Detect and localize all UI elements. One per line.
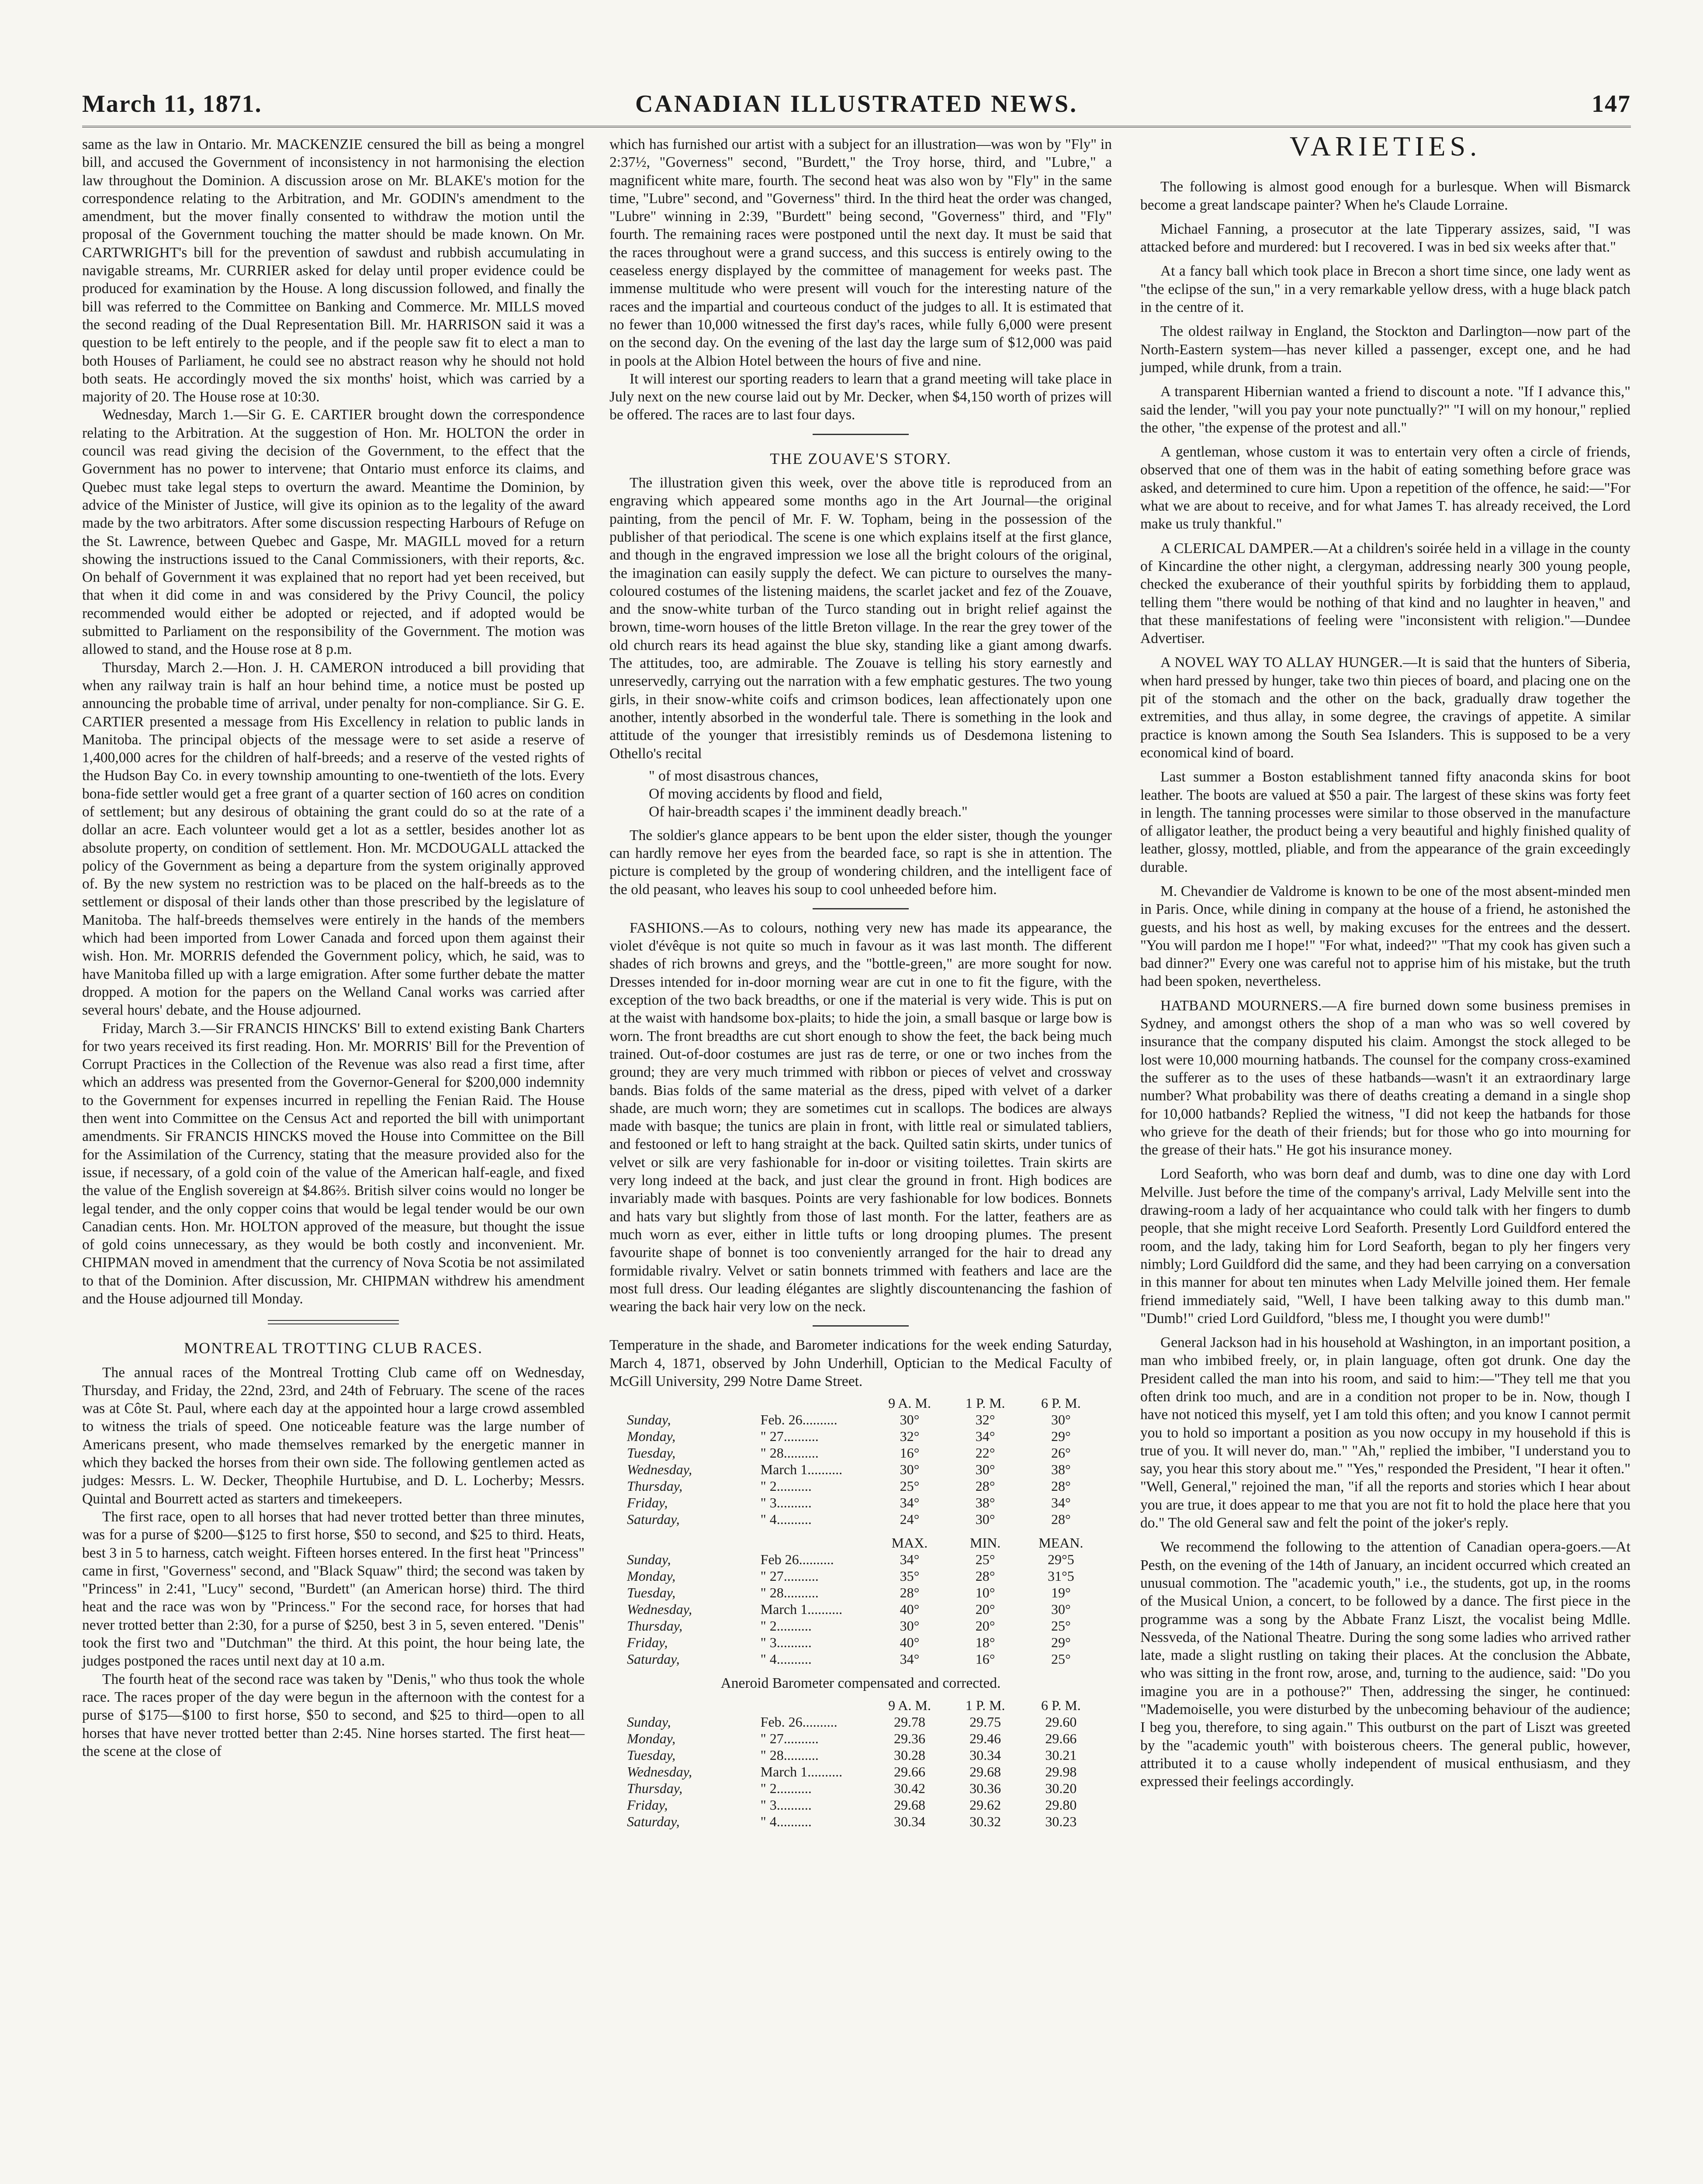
value-cell: 30.36	[969, 1780, 1001, 1796]
table-header-row	[627, 1395, 1099, 1411]
day-cell: Wednesday,	[627, 1763, 692, 1780]
date-cell: " 4..........	[760, 1511, 812, 1527]
day-cell: Wednesday,	[627, 1462, 692, 1478]
date-cell: " 2..........	[760, 1618, 812, 1634]
header-cell: MEAN.	[1038, 1535, 1083, 1551]
paragraph: Wednesday, March 1.—Sir G. E. CARTIER brought down the correspondence relating to the Arbitration. At the suggestion of Hon. Mr. HOLTON the order in council was read giving the decision of the Government, to the effect that the Government has no power to intervene; that Ontario must enforce its claims, and Quebec must take legal steps to overturn the award. Meantime the Dominion, by advice of the Minister of Justice, will give its opinion as to the legality of the award made by the two arbitrators. After some discussion respecting Harbours of Refuge on the St. Lawrence, between Quebec and Gaspe, Mr. MAGILL moved for a return showing the instructions issued to the Canal Commissioners, with their reports, &c. On behalf of Government it was explained that no report had yet been received, but that when it did come in and was considered by the Privy Council, the policy recommended would either be adopted or rejected, and if adopted would be submitted to Parliament on the responsibility of the Government. The motion was allowed to stand, and the House rose at 8 p.m.	[82, 407, 585, 658]
date-cell: " 2..........	[760, 1478, 812, 1494]
value-cell: 30°	[900, 1618, 920, 1634]
table-row	[627, 1428, 1099, 1444]
date-cell: " 28..........	[760, 1445, 819, 1461]
value-cell: 38°	[975, 1495, 995, 1511]
value-cell: 29.75	[969, 1714, 1001, 1730]
value-cell: 29.62	[969, 1797, 1001, 1813]
value-cell: 18°	[975, 1635, 995, 1651]
table-row	[627, 1813, 1099, 1830]
date-cell: " 4..........	[760, 1651, 812, 1667]
value-cell: 29.80	[1045, 1797, 1077, 1813]
header-cell	[627, 1697, 761, 1714]
value-cell: 29.78	[893, 1714, 925, 1730]
date-cell: March 1..........	[760, 1601, 843, 1617]
section-divider	[813, 434, 909, 435]
value-cell: 34°	[1051, 1495, 1071, 1511]
issue-date: March 11, 1871.	[82, 90, 262, 117]
table-row	[627, 1444, 1099, 1461]
paragraph: which has furnished our artist with a subject for an illustration—was won by "Fly" in 2:37½, "Governess" second, "Burdett," the Troy horse, third, and "Lubre," a magnificent white mare, fourth. The second heat was also won by "Fly" in the same time, "Lubre" second, and "Governess" third. In the third heat the order was changed, "Lubre" winning in 2:39, "Burdett" being second, "Governess" third, and "Fly" fourth. The remaining races were postponed until the next day. It must be said that the races throughout were a grand success, and this success is entirely owing to the ceaseless energy displayed by the committee of management for weeks past. The immense multitude who were present will vouch for the interesting nature of the races and the impartial and courteous conduct of the judges to all. It is estimated that no fewer than 10,000 witnessed the first day's races, while fully 6,000 were present on the second day. On the evening of the last day the large sum of $12,000 was paid in pools at the Albion Hotel between the hours of five and nine.	[609, 136, 1112, 369]
value-cell: 10°	[975, 1585, 995, 1601]
value-cell: 25°	[900, 1478, 920, 1494]
day-cell: Saturday,	[627, 1651, 680, 1667]
table-row	[627, 1601, 1099, 1617]
date-cell: " 4..........	[760, 1813, 812, 1829]
value-cell: 30°	[900, 1412, 920, 1428]
day-cell: Friday,	[627, 1495, 668, 1511]
value-cell: 35°	[900, 1568, 920, 1584]
paragraph: same as the law in Ontario. Mr. MACKENZIE censured the bill as being a mongrel bill, and accused the Government of inconsistency in not harmonising the election law throughout the Dominion. A discussion arose on Mr. BLAKE's motion for the correspondence relating to the Arbitration, and Mr. GODIN's amendment to the amendment, but the mover finally consented to withdraw the motion until the proposal of the Government touching the matter should be made known. On Mr. CARTWRIGHT's bill for the prevention of sawdust and rubbish accumulating in navigable streams, Mr. CURRIER asked for delay until proper evidence could be produced for examination by the House. A long discussion followed, and finally the bill was referred to the Committee on Banking and Commerce. Mr. MILLS moved the second reading of the Dual Representation Bill. Mr. HARRISON said it was a question to be left entirely to the people, and if the people saw fit to elect a man to both Houses of Parliament, he could see no abstract reason why he should not hold both seats. He accordingly moved the six months' hoist, which was carried by a majority of 20. The House rose at 10:30.	[82, 136, 585, 405]
header-cell: MAX.	[891, 1535, 928, 1551]
value-cell: 30°	[1051, 1412, 1071, 1428]
barometer-table	[627, 1697, 1099, 1830]
table-row	[627, 1780, 1099, 1797]
day-cell: Thursday,	[627, 1780, 683, 1796]
header-cell: 9 A. M.	[888, 1697, 931, 1713]
value-cell: 29°	[1051, 1428, 1071, 1444]
value-cell: 34°	[900, 1495, 920, 1511]
paragraph: M. Chevandier de Valdrome is known to be one of the most absent-minded men in Paris. Once, while dining in company at the house of a friend, he astonished the guests, and his host as well, by making excuses for the entrees and the dessert. "You will pardon me I hope!" "For what, indeed?" "That my cook has given such a bad dinner?" Every one was careful not to apprise him of his mistake, but the truth had been spoken, nevertheless.	[1140, 883, 1630, 990]
paragraph: The fourth heat of the second race was taken by "Denis," who thus took the whole race. The races proper of the day were begun in the afternoon with the contest for a purse of $175—$100 to first horse, $50 to second, and $25 to third—open to all horses that have never trotted better than 2:45. Nine horses started. The first heat—the scene at the close of	[82, 1671, 585, 1759]
paragraph: Michael Fanning, a prosecutor at the late Tipperary assizes, said, "I was attacked before and murdered: but I recovered. I was in bed six weeks after that."	[1140, 221, 1630, 256]
day-cell: Sunday,	[627, 1412, 671, 1428]
value-cell: 30.23	[1045, 1813, 1077, 1829]
value-cell: 25°	[1051, 1651, 1071, 1667]
value-cell: 30.34	[969, 1747, 1001, 1763]
day-cell: Tuesday,	[627, 1747, 676, 1763]
verse-line: Of hair-breadth scapes i' the imminent deadly breach."	[649, 804, 968, 820]
value-cell: 29.68	[969, 1763, 1001, 1780]
table-row	[627, 1411, 1099, 1428]
day-cell: Thursday,	[627, 1618, 683, 1634]
verse-quote	[649, 767, 1112, 821]
date-cell: " 28..........	[760, 1747, 819, 1763]
table-row	[627, 1478, 1099, 1494]
header-cell: 6 P. M.	[1041, 1395, 1081, 1411]
value-cell: 30.34	[893, 1813, 925, 1829]
value-cell: 19°	[1051, 1585, 1071, 1601]
paragraph: The oldest railway in England, the Stockton and Darlington—now part of the North-Eastern system—has never killed a passenger, except one, and he had jumped, while drunk, from a train.	[1140, 323, 1630, 376]
table-row	[627, 1551, 1099, 1568]
paragraph: Lord Seaforth, who was born deaf and dumb, was to dine one day with Lord Melville. Just before the time of the company's arrival, Lady Melville sent into the drawing-room a lady of her acquaintance who could talk with her fingers to dumb people, that she might receive Lord Seaforth. Presently Lord Guildford entered the room, and the lady, taking him for Lord Seaforth, began to ply her fingers very nimbly; Lord Guildford did the same, and they had been carrying on a conversation in this manner for about ten minutes when Lady Melville joined them. Her female friend immediately said, "Well, I have been talking away to this dumb man." "Dumb!" cried Lord Guildford, "bless me, I thought you were dumb!"	[1140, 1166, 1630, 1327]
value-cell: 20°	[975, 1601, 995, 1617]
table-row	[627, 1494, 1099, 1511]
paragraph: The first race, open to all horses that had never trotted better than three minutes, was for a purse of $200—$125 to first horse, $50 to second, and $25 to third. Heats, best 3 in 5 to harness, catch weight. Fifteen horses entered. In the first heat "Princess" came in first, "Governess" second, and "Black Squaw" third; the second was taken by "Princess" in 2:41, "Lucy" second, "Burdett" (an American horse) third. The third heat and the race was won by "Princess." For the second race, for horses that had never trotted better than 2:30, for a purse of $250, best 3 in 5, seven entered. "Denis" took the first two and "Dutchman" the third. At this point, the hour being late, the judges postponed the races until next day at 10 a.m.	[82, 1508, 585, 1669]
value-cell: 20°	[975, 1618, 995, 1634]
header-cell	[761, 1697, 872, 1714]
paragraph: Thursday, March 2.—Hon. J. H. CAMERON introduced a bill providing that when any railway train is half an hour behind time, a notice must be posted up announcing the probable time of arrival, under penalty for non-compliance. Sir G. E. CARTIER presented a message from His Excellency in relation to public lands in Manitoba. The principal objects of the message were to set aside a reserve of 1,400,000 acres for the children of half-breeds; and a reserve of the vested rights of the Hudson Bay Co. in every township amounting to one-twentieth of the lots. Every bona-fide settler would get a free grant of a quarter section of 160 acres on condition of settlement; but any desirous of obtaining the grant could do so at the rate of a dollar an acre. Each volunteer would get a lot as a settler, besides another lot as absolute property, on condition of settlement. Hon. Mr. MCDOUGALL attacked the policy of the Government as being a departure from the system originally approved of. By the new system no restriction was to be placed on the half-breeds as to the settlement or disposal of their lands other than those prescribed by the legislature of Manitoba. The half-breeds themselves were entirely in the hands of the members which had been imported from Lower Canada and forced upon them against their wish. Hon. Mr. MORRIS defended the Government policy, which, he said, was to have Manitoba filled up with a large emigration. After some further debate the matter dropped. A motion for the papers on the Welland Canal works was carried after several hours' debate, and the House adjourned.	[82, 659, 585, 1019]
value-cell: 29°5	[1047, 1552, 1074, 1568]
table-row	[627, 1461, 1099, 1478]
temperature-table	[627, 1395, 1099, 1527]
value-cell: 29°	[1051, 1635, 1071, 1651]
date-cell: " 2..........	[760, 1780, 812, 1796]
date-cell: " 3..........	[760, 1635, 812, 1651]
table-header-row	[627, 1697, 1099, 1714]
section-heading: MONTREAL TROTTING CLUB RACES.	[183, 1339, 483, 1357]
column-1	[82, 135, 585, 1760]
paragraph: FASHIONS.—As to colours, nothing very new has made its appearance, the violet d'évêque is not quite so much in favour as it was last month. The different shades of rich browns and greys, and the "bottle-green," are more sought for now. Dresses intended for in-door morning wear are cut in one to fit the figure, with the exception of the two back breadths, or one if the material is very wide. This is put on at the waist with handsome box-plaits; to hide the join, a small basque or large bow is worn. The front breadths are cut short enough to show the feet, the back being much trained. Out-of-door costumes are just ras de terre, or one or two inches from the ground; they are very much trimmed with ribbon or pieces of velvet and crossway bands. Bias folds of the same material as the dress, piped with velvet of a darker shade, are much worn; they are sometimes cut in scallops. The bodices are always made with basque; the tunics are plain in front, with little real or simulated tabliers, and festooned or left to hang straight at the back. Quilted satin skirts, under tunics of velvet or silk are very fashionable for in-door or visiting toilettes. Train skirts are very long indeed at the back, and just clear the ground in front. High bodices are invariably made with basques. Points are very fashionable for low bodices. Bonnets and hats vary but slightly from those of last month. For the latter, feathers are as much worn as ever, either in little tufts or long drooping plumes. The present favourite shape of bonnet is too conveniently arranged for the hair to dread any formidable rivalry. Velvet or satin bonnets trimmed with feathers and lace are the most full dress. Our leading élégantes are slightly discountenancing the fashion of wearing the back hair very low on the neck.	[609, 919, 1112, 1315]
day-cell: Sunday,	[627, 1552, 671, 1568]
day-cell: Sunday,	[627, 1714, 671, 1730]
paragraph: Friday, March 3.—Sir FRANCIS HINCKS' Bill to extend existing Bank Charters for two years received its first reading. Hon. Mr. MORRIS' Bill for the Prevention of Corrupt Practices in the Collection of the Revenue was also read a first time, after which an address was presented from the Governor-General for $200,000 indemnity to the Government for expenses incurred in repelling the Fenian Raid. The House then went into Committee on the Census Act and reported the bill with unimportant amendments. Sir FRANCIS HINCKS moved the House into Committee on the Bill for the Assimilation of the Currency, stating that the measure provided also for the issue, if necessary, of a gold coin of the value of the American half-eagle, and fixed the value of the English sovereign at $4.86⅔. British silver coins would no longer be legal tender, and the only copper coins that would be legal tender would be our own Canadian cents. Hon. Mr. HOLTON approved of the measure, but thought the issue of gold coins unnecessary, as they would be both costly and inconvenient. Mr. CHIPMAN moved in amendment that the currency of Nova Scotia be not assimilated to that of the Dominion. After discussion, Mr. CHIPMAN withdrew his amendment and the House adjourned till Monday.	[82, 1020, 585, 1307]
header-rule	[82, 126, 1631, 128]
table-row	[627, 1568, 1099, 1584]
date-cell: March 1..........	[760, 1763, 843, 1780]
date-cell: " 27..........	[760, 1428, 819, 1444]
value-cell: 30.42	[893, 1780, 925, 1796]
value-cell: 29.66	[893, 1763, 925, 1780]
value-cell: 34°	[900, 1552, 920, 1568]
date-cell: March 1..........	[760, 1462, 843, 1478]
value-cell: 26°	[1051, 1445, 1071, 1461]
value-cell: 28°	[900, 1585, 920, 1601]
paragraph: Last summer a Boston establishment tanned fifty anaconda skins for boot leather. The boots are valued at $50 a pair. The largest of these skins was forty feet in length. The tanning processes were similar to those observed in the manufacture of alligator leather, the product being a very beautiful and highly finished quality of leather, glossy, mottled, pliable, and from the appearance of the grain exceedingly durable.	[1140, 769, 1630, 875]
header-cell	[761, 1534, 872, 1551]
value-cell: 30.32	[969, 1813, 1001, 1829]
value-cell: 29.98	[1045, 1763, 1077, 1780]
value-cell: 25°	[1051, 1618, 1071, 1634]
value-cell: 32°	[900, 1428, 920, 1444]
date-cell: " 27..........	[760, 1730, 819, 1746]
date-cell: Feb. 26..........	[760, 1714, 838, 1730]
masthead-title: CANADIAN ILLUSTRATED NEWS.	[635, 90, 1078, 117]
verse-line: Of moving accidents by flood and field,	[649, 786, 883, 802]
section-heading: VARIETIES.	[1289, 131, 1481, 162]
header-cell: MIN.	[970, 1535, 1001, 1551]
value-cell: 38°	[1051, 1462, 1071, 1478]
page-header	[82, 90, 1631, 121]
day-cell: Saturday,	[627, 1511, 680, 1527]
date-cell: " 28..........	[760, 1585, 819, 1601]
date-cell: " 3..........	[760, 1495, 812, 1511]
day-cell: Friday,	[627, 1797, 668, 1813]
date-cell: " 27..........	[760, 1568, 819, 1584]
table-row	[627, 1651, 1099, 1667]
value-cell: 28°	[975, 1568, 995, 1584]
paragraph: It will interest our sporting readers to learn that a grand meeting will take place in July next on the new course laid out by Mr. Decker, when $4,150 worth of prizes will be offered. The races are to last four days.	[609, 370, 1112, 423]
value-cell: 22°	[975, 1445, 995, 1461]
value-cell: 30.28	[893, 1747, 925, 1763]
paragraph: We recommend the following to the attention of Canadian opera-goers.—At Pesth, on the evening of the 14th of January, an incident occurred which created an unusual commotion. The "academic youth," i.e., the students, got up, in the rooms of the Musical Union, a concert, to be followed by a dance. The first piece in the programme was a song by the Abbate Franz Liszt, the vocalist being Mdlle. Nessveda, of the National Theatre. During the song some ladies who arrived rather late, made a slight rustling on taking their places. At the conclusion the Abbate, who was sitting in the front row, arose, and, turning to the audience, said: "Do you imagine you are in a pothouse?" Then, addressing the singer, he continued: "Mademoiselle, you were disturbed by the unbecoming behaviour of the audience; I beg you, therefore, to sing again." This outburst on the part of Liszt was greeted by the "academic youth" with boisterous cheers. The general public, however, attributed it to a cause wholly independent of musical enthusiasm, and they expressed their feelings accordingly.	[1140, 1539, 1630, 1790]
value-cell: 29.36	[893, 1730, 925, 1746]
value-cell: 30°	[975, 1511, 995, 1527]
paragraph: HATBAND MOURNERS.—A fire burned down some business premises in Sydney, and amongst others the shop of a man who was so well covered by insurance that the company disputed his claim. Amongst the stock alleged to be lost were 10,000 mourning hatbands. The counsel for the company cross-examined the sufferer as to the uses of these hatbands—wasn't it an extraordinary large number? What probability was there of deaths creating a demand in a single shop for 10,000 hatbands? Replied the witness, "I did not keep the hatbands for those who grieve for the death of their friends; but for those who go into mourning for the grease of their hats." He got his insurance money.	[1140, 997, 1630, 1158]
value-cell: 40°	[900, 1601, 920, 1617]
paragraph: The following is almost good enough for a burlesque. When will Bismarck become a great landscape painter? When he's Claude Lorraine.	[1140, 179, 1630, 213]
day-cell: Monday,	[627, 1428, 676, 1444]
value-cell: 25°	[975, 1552, 995, 1568]
day-cell: Monday,	[627, 1568, 676, 1584]
table-row	[627, 1714, 1099, 1730]
day-cell: Wednesday,	[627, 1601, 692, 1617]
paragraph: At a fancy ball which took place in Brecon a short time since, one lady went as "the eclipse of the sun," in a very remarkable yellow dress, with a huge black patch in the centre of it.	[1140, 263, 1630, 316]
paragraph: A NOVEL WAY TO ALLAY HUNGER.—It is said that the hunters of Siberia, when hard pressed by hunger, take two thin pieces of board, and placing one on the pit of the stomach and the other on the back, gradually draw together the extremities, and thus allay, in some degree, the cravings of appetite. A similar practice is known among the South Sea Islanders. This is supposed to be a very economical kind of board.	[1140, 654, 1630, 761]
table-row	[627, 1797, 1099, 1813]
value-cell: 29.68	[893, 1797, 925, 1813]
paragraph: The soldier's glance appears to be bent upon the elder sister, though the younger can hardly remove her eyes from the bearded face, so rapt is she in attention. The picture is completed by the group of wondering children, and the intelligent face of the old peasant, who leaves his soup to cool unheeded before him.	[609, 827, 1112, 898]
value-cell: 28°	[1051, 1478, 1071, 1494]
day-cell: Tuesday,	[627, 1445, 676, 1461]
min-max-table	[627, 1534, 1099, 1667]
date-cell: " 3..........	[760, 1797, 812, 1813]
table-row	[627, 1634, 1099, 1651]
table-caption: Temperature in the shade, and Barometer indications for the week ending Saturday, March 4, 1871, observed by John Underhill, Optician to the Medical Faculty of McGill University, 299 Notre Dame Street.	[609, 1337, 1112, 1389]
table-row	[627, 1511, 1099, 1527]
day-cell: Monday,	[627, 1730, 676, 1746]
value-cell: 29.66	[1045, 1730, 1077, 1746]
day-cell: Friday,	[627, 1635, 668, 1651]
value-cell: 34°	[975, 1428, 995, 1444]
header-cell	[627, 1534, 761, 1551]
value-cell: 30.21	[1045, 1747, 1077, 1763]
value-cell: 28°	[975, 1478, 995, 1494]
table-row	[627, 1617, 1099, 1634]
verse-line: " of most disastrous chances,	[649, 767, 819, 784]
section-heading: THE ZOUAVE'S STORY.	[770, 449, 952, 467]
paragraph: General Jackson had in his household at Washington, in an important position, a man who imbibed freely, or, in plain language, often got drunk. One day the President called the man into his room, and said to him:—"They tell me that you often drink too much, and are in a condition not proper to be in. Now, though I have not noticed this myself, yet I am told this often; and you know I cannot permit you to hold so important a position as you now occupy in my household if this is true of you. It will never do, man." "Ah," replied the imbiber, "I understand you to say, you hear this story about me." "Yes," responded the President, "I hear it often." "Well, General," rejoined the man, "if all the reports and stories which I hear about you are true, it does appear to me that you are not fit to hold the place here that you do." The old General saw and felt the point of the joker's reply.	[1140, 1334, 1630, 1531]
header-cell: 6 P. M.	[1041, 1697, 1081, 1713]
value-cell: 28°	[1051, 1511, 1071, 1527]
section-divider	[813, 1325, 909, 1327]
paragraph: A gentleman, whose custom it was to entertain very often a circle of friends, observed that one of them was in the habit of eating something before grace was asked, and determined to cure him. Upon a repetition of the offence, he said:—"For what we are about to receive, and for what James T. has already received, the Lord make us truly thankful."	[1140, 444, 1630, 532]
value-cell: 16°	[900, 1445, 920, 1461]
value-cell: 24°	[900, 1511, 920, 1527]
value-cell: 32°	[975, 1412, 995, 1428]
value-cell: 31°5	[1047, 1568, 1074, 1584]
date-cell: Feb 26..........	[760, 1552, 834, 1568]
paragraph: A transparent Hibernian wanted a friend to discount a note. "If I advance this," said the lender, "will you pay your note punctually?" "I will on my honour," replied the other, "the expense of the protest and all."	[1140, 384, 1630, 436]
table-row	[627, 1763, 1099, 1780]
paragraph: A CLERICAL DAMPER.—At a children's soirée held in a village in the county of Kincardine the other night, a clergyman, addressing nearly 300 young people, checked the exuberance of their youthful spirits by forbidding them to applaud, telling them "there would be nothing of that kind and no laughter in heaven," and that these manifestations of feeling were "inconsistent with religion."—Dundee Advertiser.	[1140, 540, 1630, 647]
value-cell: 29.46	[969, 1730, 1001, 1746]
header-cell: 1 P. M.	[965, 1395, 1005, 1411]
header-cell: 1 P. M.	[965, 1697, 1005, 1713]
table-row	[627, 1730, 1099, 1747]
barometer-caption: Aneroid Barometer compensated and corrected.	[720, 1675, 1001, 1692]
header-cell	[627, 1395, 761, 1411]
table-row	[627, 1584, 1099, 1601]
header-cell: 9 A. M.	[888, 1395, 931, 1411]
day-cell: Saturday,	[627, 1813, 680, 1829]
value-cell: 34°	[900, 1651, 920, 1667]
value-cell: 30°	[975, 1462, 995, 1478]
day-cell: Thursday,	[627, 1478, 683, 1494]
page-number: 147	[1592, 90, 1631, 117]
value-cell: 30.20	[1045, 1780, 1077, 1796]
value-cell: 29.60	[1045, 1714, 1077, 1730]
column-3	[1140, 131, 1630, 1791]
date-cell: Feb. 26..........	[760, 1412, 838, 1428]
day-cell: Tuesday,	[627, 1585, 676, 1601]
value-cell: 30°	[900, 1462, 920, 1478]
column-2	[609, 135, 1112, 1830]
value-cell: 30°	[1051, 1601, 1071, 1617]
header-cell	[761, 1395, 872, 1411]
value-cell: 16°	[975, 1651, 995, 1667]
section-divider	[813, 908, 909, 909]
value-cell: 40°	[900, 1635, 920, 1651]
paragraph: The illustration given this week, over the above title is reproduced from an engraving which appeared some months ago in the Art Journal—the original painting, from the pencil of Mr. F. W. Topham, being in the possession of the publisher of that periodical. The scene is one which explains itself at the first glance, and though in the engraved impression we lose all the bright colours of the original, the imagination can easily supply the defect. We can picture to ourselves the many-coloured costumes of the listening maidens, the scarlet jacket and fez of the Zouave, and the snow-white turban of the Turco standing out in bright relief against the brown, time-worn houses of the little Breton village. In the rear the grey tower of the old church rears its head against the blue sky, standing like a giant among dwarfs. The attitudes, too, are admirable. The Zouave is telling his story earnestly and unreservedly, carrying out the narration with a few emphatic gestures. The two young girls, in their snow-white coifs and crimson bodices, lean affectionately upon one another, intently absorbed in the wonderful tale. There is something in the look and attitude of the younger that irresistibly reminds us of Desdemona listening to Othello's recital	[609, 475, 1112, 762]
table-row	[627, 1747, 1099, 1763]
table-header-row	[627, 1534, 1099, 1551]
section-divider	[268, 1320, 399, 1324]
paragraph: The annual races of the Montreal Trotting Club came off on Wednesday, Thursday, and Friday, the 22nd, 23rd, and 24th of February. The scene of the races was at Côte St. Paul, where each day at the appointed hour a large crowd assembled to witness the trials of speed. One noticeable feature was the large number of Americans present, who made themselves remarked by the energetic manner in which they backed the horses from their own side. The following gentlemen acted as judges: Messrs. L. W. Decker, Theophile Hurtubise, and D. L. Locherby; Messrs. Quintal and Bourrett acted as starters and timekeepers.	[82, 1364, 585, 1507]
